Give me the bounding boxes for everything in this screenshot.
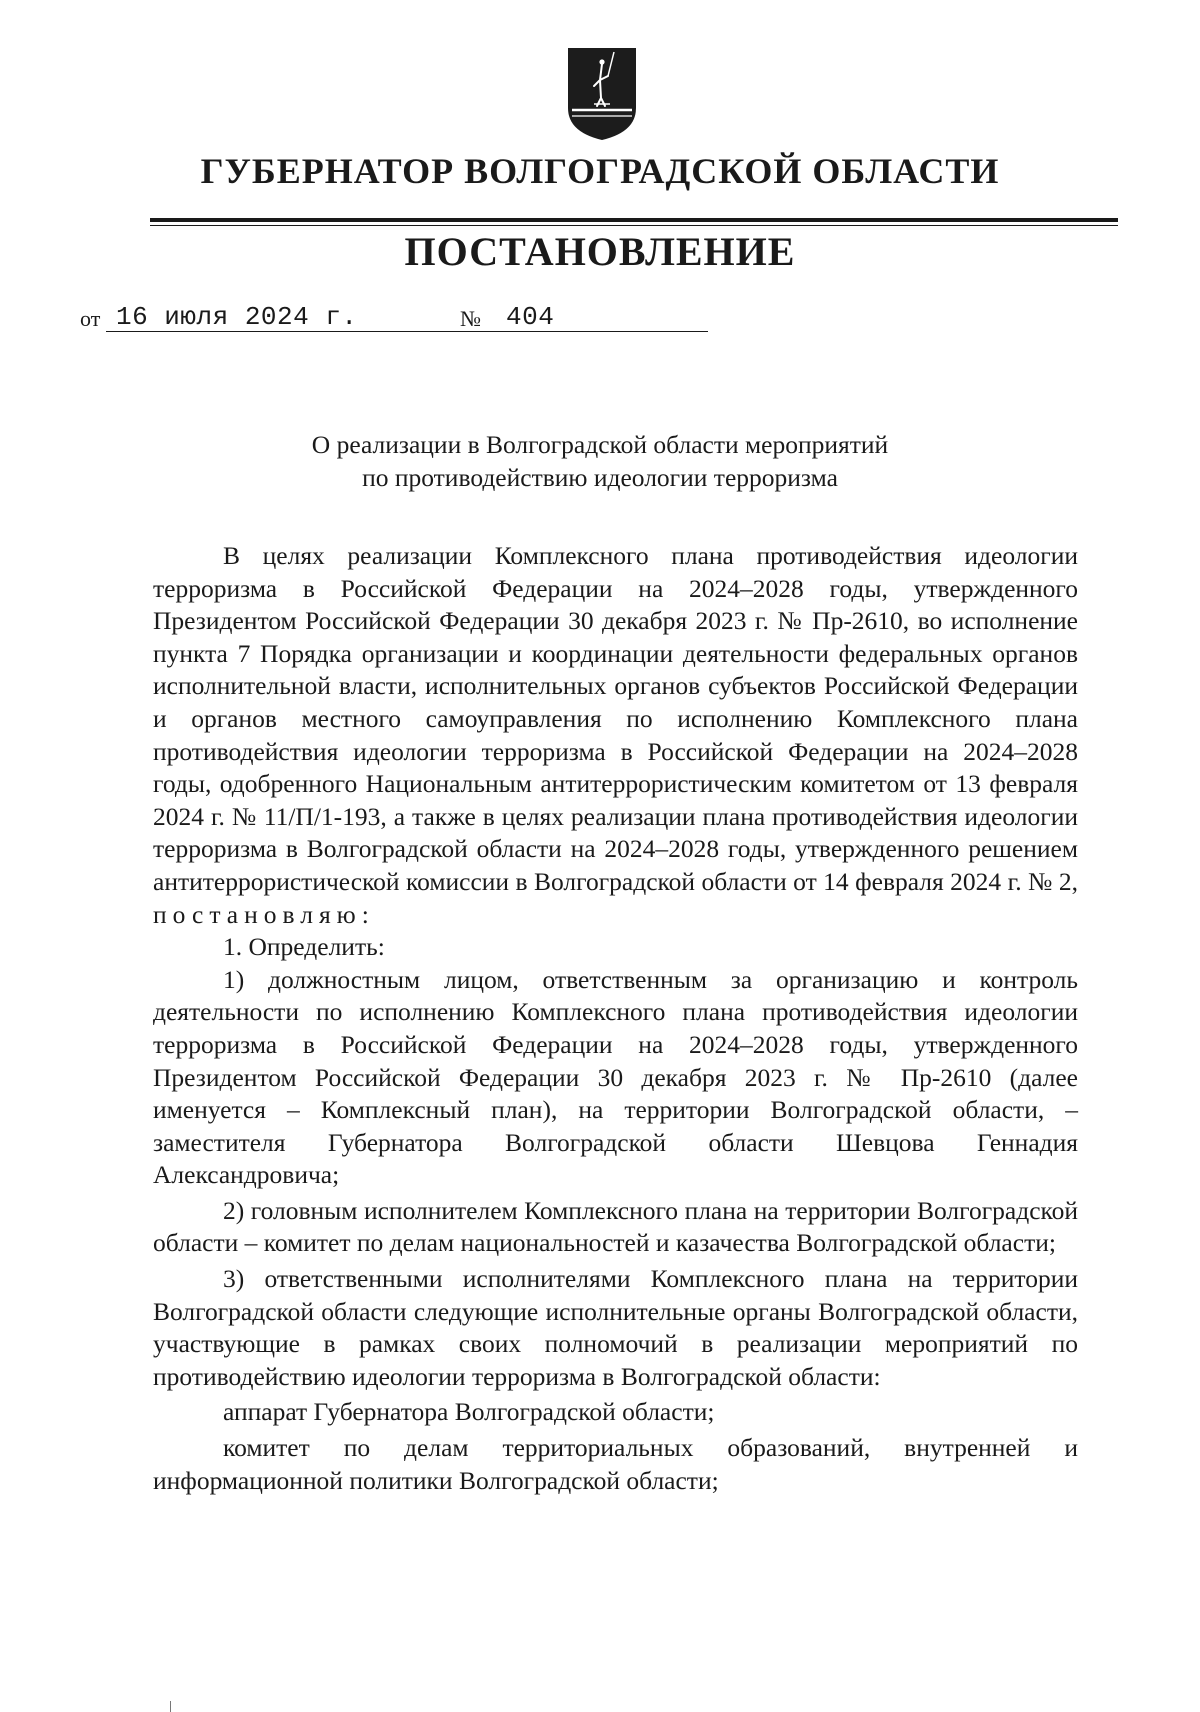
decree-word: постановляю:	[153, 899, 375, 929]
volgograd-coat-of-arms-icon	[564, 46, 640, 142]
item-1-1: 1) должностным лицом, ответственным за организацию и контроль деятельности по исполнению Комплексного плана противодействия идеологии терроризма в Российской Федерации на 2024–2028 годы, утвержденного Президентом Российской Федерации 30 декабря 2023 г. № Пр-2610 (далее именуется – Комплексный план), на территории Волгоградской области, – заместителя Губернатора Волгоградской области Шевцова Геннадия Александровича;	[153, 964, 1078, 1190]
header-rule-thin	[150, 225, 1118, 226]
item-1: 1. Определить:	[223, 932, 385, 962]
subject-line-1: О реализации в Волгоградской области мероприятий	[311, 430, 889, 459]
date-prefix: от	[80, 306, 101, 331]
document-type-title: ПОСТАНОВЛЕНИЕ	[404, 229, 796, 274]
date-number-row	[80, 298, 720, 338]
org-title: ГУБЕРНАТОР ВОЛГОГРАДСКОЙ ОБЛАСТИ	[200, 151, 1000, 191]
preamble-text: В целях реализации Комплексного плана противодействия идеологии терроризма в Российской Федерации на 2024–2028 годы, утвержденного Президентом Российской Федерации 30 декабря 2023 г. № Пр-2610, во исполнение пункта 7 Порядка организации и координации деятельности федеральных органов исполнительной власти, исполнительных органов субъектов Российской Федерации и органов местного самоуправления по исполнению Комплексного плана противодействия идеологии терроризма в Российской Федерации на 2024–2028 годы, одобренного Национальным антитеррористическим комитетом от 13 февраля 2024 г. № 11/П/1-193, а также в целях реализации плана противодействия идеологии терроризма в Волгоградской области на 2024–2028 годы, утвержденного решением антитеррористической комиссии в Волгоградской области от 14 февраля 2024 г. № 2,	[153, 541, 1078, 896]
number-prefix: №	[460, 306, 481, 331]
item-1-3: 3) ответственными исполнителями Комплексного плана на территории Волгоградской области следующие исполнительные органы Волгоградской области, участвующие в рамках своих полномочий в реализации мероприятий по противодействию идеологии терроризма в Волгоградской области:	[153, 1264, 1078, 1391]
document-date: 16 июля 2024 г.	[116, 302, 358, 332]
header-rule-thick	[150, 218, 1118, 222]
preamble-paragraph	[153, 540, 1078, 931]
subject-line-2: по противодействию идеологии терроризма	[362, 463, 838, 492]
executor-org-b: комитет по делам территориальных образований, внутренней и информационной политики Волгоградской области;	[153, 1433, 1078, 1495]
scan-edge-mark	[170, 1701, 171, 1712]
document-number: 404	[506, 302, 555, 332]
item-1-2: 2) головным исполнителем Комплексного плана на территории Волгоградской области – комитет по делам национальностей и казачества Волгоградской области;	[153, 1195, 1078, 1258]
executor-org-a: аппарат Губернатора Волгоградской области;	[223, 1397, 715, 1427]
document-body	[153, 540, 1078, 1497]
document-subject	[0, 428, 1200, 494]
